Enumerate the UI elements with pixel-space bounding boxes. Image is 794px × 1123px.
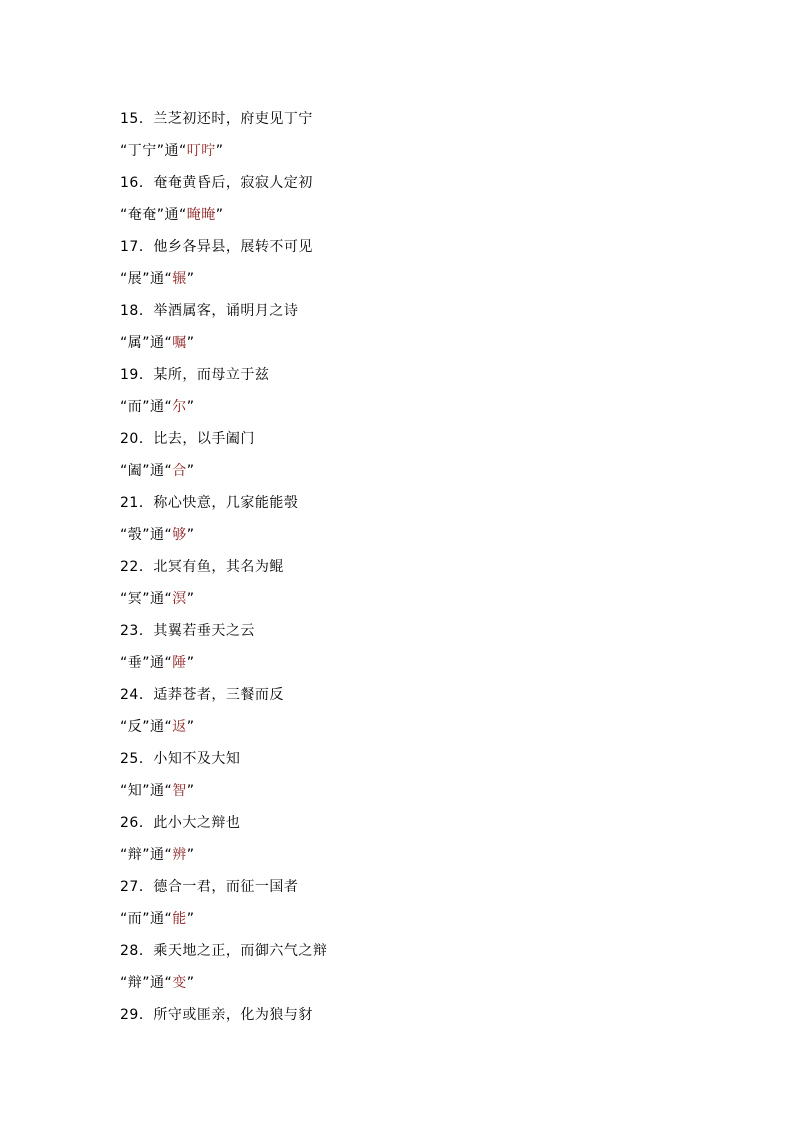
tong-word: 通: [150, 975, 165, 991]
original-char: 辩: [127, 847, 143, 863]
tong-word: 通: [150, 591, 165, 607]
quote-close: ”: [186, 911, 195, 927]
replacement-char: 溟: [172, 591, 187, 607]
quote-close: ”: [156, 207, 165, 223]
quote-close: ”: [186, 335, 195, 351]
quote-close: ”: [186, 591, 195, 607]
last-sentence: 29．所守或匪亲，化为狼与豺: [120, 1007, 313, 1023]
original-char: 冥: [127, 591, 143, 607]
sentence-line: 26．此小大之辩也: [120, 815, 241, 831]
quote-close: ”: [142, 591, 151, 607]
original-char: 知: [127, 783, 143, 799]
replacement-char: 陲: [172, 655, 187, 671]
sentence-line: 19．某所，而母立于兹: [120, 367, 270, 383]
quote-close: ”: [186, 975, 195, 991]
replacement-char: 智: [172, 783, 187, 799]
quote-close: ”: [156, 143, 165, 159]
quote-close: ”: [215, 143, 224, 159]
sentence-line: 28．乘天地之正，而御六气之辩: [120, 943, 328, 959]
sentence-line: 24．适莽苍者，三餐而反: [120, 687, 284, 703]
original-char: 彀: [127, 527, 143, 543]
quote-open: “: [164, 463, 173, 479]
tongjia-note: [120, 972, 740, 1004]
quote-open: “: [120, 911, 128, 927]
sentence-line: 22．北冥有鱼，其名为鲲: [120, 559, 284, 575]
quote-open: “: [120, 399, 128, 415]
tongjia-note: [120, 780, 740, 812]
tongjia-note: [120, 588, 740, 620]
quote-open: “: [120, 591, 128, 607]
tong-word: 通: [150, 463, 165, 479]
quote-close: ”: [186, 655, 195, 671]
quote-close: ”: [186, 463, 195, 479]
sentence-line: 25．小知不及大知: [120, 751, 241, 767]
quote-open: “: [120, 783, 128, 799]
sentence-line: 23．其翼若垂天之云: [120, 623, 255, 639]
replacement-char: 返: [172, 719, 187, 735]
tong-word: 通: [150, 655, 165, 671]
sentence-line: 18．举酒属客，诵明月之诗: [120, 303, 299, 319]
quote-close: ”: [186, 719, 195, 735]
quote-open: “: [120, 719, 128, 735]
sentence-line: 21．称心快意，几家能能彀: [120, 495, 299, 511]
quote-close: ”: [186, 271, 195, 287]
replacement-char: 尔: [172, 399, 187, 415]
replacement-char: 够: [172, 527, 187, 543]
quote-close: ”: [142, 847, 151, 863]
original-char: 丁宁: [127, 143, 157, 159]
quote-open: “: [164, 847, 173, 863]
quote-close: ”: [142, 335, 151, 351]
document-page: [120, 108, 740, 1004]
quote-close: ”: [186, 847, 195, 863]
quote-close: ”: [142, 911, 151, 927]
tongjia-note: [120, 268, 740, 300]
original-char: 反: [127, 719, 143, 735]
replacement-char: 叮咛: [186, 143, 216, 159]
quote-open: “: [179, 207, 187, 223]
quote-open: “: [164, 783, 173, 799]
sentence-line: 15．兰芝初还时，府吏见丁宁: [120, 111, 313, 127]
quote-open: “: [164, 911, 173, 927]
tong-word: 通: [150, 271, 165, 287]
tongjia-note: [120, 716, 740, 748]
tong-word: 通: [150, 399, 165, 415]
original-char: 奄奄: [127, 207, 157, 223]
quote-open: “: [120, 335, 128, 351]
replacement-char: 晻晻: [186, 207, 216, 223]
quote-close: ”: [215, 207, 224, 223]
tong-word: 通: [150, 783, 165, 799]
quote-open: “: [164, 591, 173, 607]
quote-open: “: [179, 143, 187, 159]
quote-open: “: [120, 975, 128, 991]
quote-open: “: [120, 847, 128, 863]
tongjia-note: [120, 908, 740, 940]
quote-open: “: [120, 463, 128, 479]
quote-open: “: [120, 271, 128, 287]
original-char: 而: [127, 911, 143, 927]
replacement-char: 嘱: [172, 335, 187, 351]
tongjia-note: [120, 844, 740, 876]
replacement-char: 能: [172, 911, 187, 927]
tongjia-note: [120, 140, 740, 172]
tong-word: 通: [150, 335, 165, 351]
tongjia-note: [120, 204, 740, 236]
tongjia-note: [120, 524, 740, 556]
quote-open: “: [120, 143, 128, 159]
quote-close: ”: [142, 975, 151, 991]
quote-open: “: [164, 975, 173, 991]
sentence-line: 17．他乡各异县，展转不可见: [120, 239, 313, 255]
quote-open: “: [164, 271, 173, 287]
tongjia-note: [120, 460, 740, 492]
quote-close: ”: [142, 527, 151, 543]
replacement-char: 辨: [172, 847, 187, 863]
quote-open: “: [120, 207, 128, 223]
replacement-char: 合: [172, 463, 187, 479]
tong-word: 通: [164, 143, 180, 159]
sentence-line: 20．比去，以手阖门: [120, 431, 255, 447]
tong-word: 通: [150, 911, 165, 927]
replacement-char: 变: [172, 975, 187, 991]
quote-close: ”: [186, 527, 195, 543]
quote-close: ”: [142, 399, 151, 415]
quote-open: “: [164, 655, 173, 671]
tongjia-note: [120, 332, 740, 364]
quote-open: “: [164, 719, 173, 735]
tongjia-note: [120, 396, 740, 428]
original-char: 垂: [127, 655, 143, 671]
tong-word: 通: [164, 207, 180, 223]
quote-open: “: [164, 399, 173, 415]
original-char: 阖: [127, 463, 143, 479]
quote-close: ”: [186, 399, 195, 415]
tongjia-note: [120, 652, 740, 684]
quote-open: “: [164, 527, 173, 543]
quote-close: ”: [142, 719, 151, 735]
quote-close: ”: [142, 783, 151, 799]
quote-open: “: [120, 655, 128, 671]
quote-close: ”: [186, 783, 195, 799]
replacement-char: 辗: [172, 271, 187, 287]
tong-word: 通: [150, 527, 165, 543]
quote-close: ”: [142, 271, 151, 287]
original-char: 属: [127, 335, 143, 351]
quote-close: ”: [142, 655, 151, 671]
sentence-line: 27．德合一君，而征一国者: [120, 879, 299, 895]
quote-close: ”: [142, 463, 151, 479]
quote-open: “: [164, 335, 173, 351]
tong-word: 通: [150, 719, 165, 735]
original-char: 而: [127, 399, 143, 415]
quote-open: “: [120, 527, 128, 543]
sentence-line: 16．奄奄黄昏后，寂寂人定初: [120, 175, 313, 191]
tong-word: 通: [150, 847, 165, 863]
original-char: 辩: [127, 975, 143, 991]
original-char: 展: [127, 271, 143, 287]
